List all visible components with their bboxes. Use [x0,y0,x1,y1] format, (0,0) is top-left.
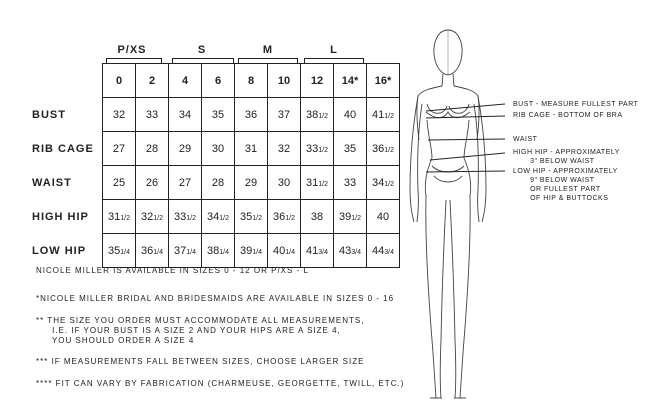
waist-measure-line [428,139,505,140]
measurement-row-label: WAIST [32,166,103,200]
measurement-cell [202,98,235,132]
measurement-fraction: 1/4 [252,248,262,256]
measurement-value: 39 [339,210,352,223]
size-column-header: 0 [103,64,136,98]
measurement-cell [169,200,202,234]
table-corner [32,64,103,98]
measurement-cell [136,234,169,268]
measurement-fraction: 1/4 [285,248,295,256]
size-column-header: 10 [268,64,301,98]
note-accommodate: ** THE SIZE YOU ORDER MUST ACCOMMODATE ALL MEASUREMENTS, I.E. IF YOUR BUST IS A SIZE 2 AND YOUR HIPS ARE A SIZE 4, YOU SHOULD ORDER A SIZE 4 [36,316,365,345]
size-chart-table [32,63,400,268]
measurement-cell [202,132,235,166]
measurement-cell [367,234,400,268]
measurement-cell [202,166,235,200]
measurement-value: 32 [112,108,126,121]
measurement-cell [136,166,169,200]
measurement-cell [235,234,268,268]
measurement-cell [334,234,367,268]
measurement-row-label: BUST [32,98,103,132]
measurement-cell [103,98,136,132]
measurement-row [32,98,400,132]
measurement-cell [169,132,202,166]
measurement-fraction: 1/2 [318,146,328,154]
size-group-m: M [262,44,274,56]
figure-label-low-hip: LOW HIP - APPROXIMATELY 9" BELOW WAIST OR FULLEST PART OF HIP & BUTTOCKS [513,168,618,202]
measurement-cell [334,132,367,166]
size-column-header: 2 [136,64,169,98]
measurement-value: 33 [306,142,319,155]
measurement-fraction: 1/4 [186,248,196,256]
measurement-fraction: 1/2 [186,214,196,222]
measurement-value: 40 [343,108,357,121]
measurement-cell [301,98,334,132]
size-column-header-row [32,64,400,98]
measurement-fraction: 1/2 [384,112,394,120]
measurement-value: 37 [277,108,291,121]
measurement-cell [136,200,169,234]
measurement-value: 34 [178,108,192,121]
measurement-value: 41 [306,244,319,257]
measurement-cell [103,132,136,166]
measurement-fraction: 1/2 [318,180,328,188]
measurement-value: 29 [244,176,258,189]
measurement-cell [169,98,202,132]
measurement-cell [202,200,235,234]
measurement-cell [235,200,268,234]
size-column-header: 14* [334,64,367,98]
measurement-cell [136,132,169,166]
measurement-row [32,200,400,234]
measurement-value: 35 [240,210,253,223]
measurement-value: 44 [372,244,385,257]
measurement-value: 43 [339,244,352,257]
measurement-value: 40 [273,244,286,257]
measurement-value: 38 [207,244,220,257]
measurement-value: 32 [141,210,154,223]
size-column-header: 12 [301,64,334,98]
measurement-value: 27 [112,142,126,155]
note-bridal: *NICOLE MILLER BRIDAL AND BRIDESMAIDS ARE AVAILABLE IN SIZES 0 - 16 [36,294,395,303]
measurement-fraction: 1/2 [120,214,130,222]
measurement-cell [367,98,400,132]
measurement-value: 29 [178,142,192,155]
measurement-value: 35 [211,108,225,121]
measurement-cell [301,200,334,234]
measurement-row [32,166,400,200]
measurement-cell [103,200,136,234]
measurement-value: 30 [211,142,225,155]
measurement-value: 37 [174,244,187,257]
measurement-cell [136,98,169,132]
measurement-value: 33 [145,108,159,121]
note-fabrication: **** FIT CAN VARY BY FABRICATION (CHARMEUSE, GEORGETTE, TWILL, ETC.) [36,379,405,388]
measurement-value: 35 [343,142,357,155]
measurement-fraction: 1/2 [351,214,361,222]
measurement-value: 38 [310,210,324,223]
measurement-cell [268,200,301,234]
measurement-cell [268,234,301,268]
measurement-value: 35 [108,244,121,257]
measurement-cell [301,166,334,200]
measurement-cell [367,166,400,200]
measurement-value: 31 [108,210,121,223]
measurement-cell [268,166,301,200]
measurement-value: 27 [178,176,192,189]
measurement-value: 40 [376,210,390,223]
measurement-value: 36 [372,142,385,155]
measurement-cell [301,132,334,166]
measurement-fraction: 3/4 [351,248,361,256]
measurement-cell [169,166,202,200]
measurement-value: 31 [244,142,258,155]
measurement-cell [235,98,268,132]
measurement-value: 36 [244,108,258,121]
high-hip-measure-line [430,153,505,160]
measurement-fraction: 1/4 [120,248,130,256]
bust-measure-line [426,104,505,111]
low-hip-measure-line [426,171,505,172]
measurement-value: 33 [174,210,187,223]
figure-label-bust: BUST - MEASURE FULLEST PART [513,101,639,108]
measurement-value: 34 [372,176,385,189]
size-group-pxs: P/XS [117,44,147,56]
measurement-value: 25 [112,176,126,189]
measurement-value: 34 [207,210,220,223]
measurement-row [32,234,400,268]
size-column-header: 6 [202,64,235,98]
measurement-value: 26 [145,176,159,189]
measurement-value: 28 [211,176,225,189]
figure-label-rib-cage: RIB CAGE - BOTTOM OF BRA [513,112,623,119]
measurement-cell [334,98,367,132]
measurement-cell [367,200,400,234]
measurement-cell [103,234,136,268]
measurement-value: 28 [145,142,159,155]
measurement-fraction: 1/2 [384,146,394,154]
measurement-fraction: 1/2 [252,214,262,222]
measurement-fraction: 3/4 [384,248,394,256]
measurement-fraction: 1/2 [318,112,328,120]
measurement-value: 41 [372,108,385,121]
size-column-header: 16* [367,64,400,98]
figure-label-waist: WAIST [513,136,538,143]
measurement-fraction: 1/2 [384,180,394,188]
measurement-cell [367,132,400,166]
measurement-value: 39 [240,244,253,257]
measurement-cell [268,98,301,132]
note-availability: NICOLE MILLER IS AVAILABLE IN SIZES 0 - 12 OR P/XS - L [36,266,309,275]
measurement-fraction: 1/4 [219,248,229,256]
measurement-fraction: 1/2 [285,214,295,222]
measurement-fraction: 1/4 [153,248,163,256]
measurement-value: 33 [343,176,357,189]
measurement-value: 30 [277,176,291,189]
measurement-fraction: 3/4 [318,248,328,256]
measurement-value: 36 [273,210,286,223]
measurement-cell [334,166,367,200]
rib-cage-measure-line [426,116,505,118]
measurement-cell [334,200,367,234]
note-between-sizes: *** IF MEASUREMENTS FALL BETWEEN SIZES, CHOOSE LARGER SIZE [36,357,365,366]
measurement-cell [268,132,301,166]
measurement-row-label: LOW HIP [32,234,103,268]
measurement-value: 31 [306,176,319,189]
measurement-value: 38 [306,108,319,121]
measurement-value: 32 [277,142,291,155]
figure-label-high-hip: HIGH HIP - APPROXIMATELY 3" BELOW WAIST [513,149,620,165]
measurement-cell [235,166,268,200]
measurement-row [32,132,400,166]
measurement-cell [169,234,202,268]
measurement-cell [235,132,268,166]
measurement-cell [103,166,136,200]
measurement-cell [301,234,334,268]
measurement-fraction: 1/2 [219,214,229,222]
measurement-row-label: RIB CAGE [32,132,103,166]
measurement-row-label: HIGH HIP [32,200,103,234]
measurement-value: 36 [141,244,154,257]
size-group-l: L [330,44,338,56]
size-column-header: 4 [169,64,202,98]
size-group-s: S [197,44,207,56]
measurement-cell [202,234,235,268]
size-column-header: 8 [235,64,268,98]
measurement-fraction: 1/2 [153,214,163,222]
